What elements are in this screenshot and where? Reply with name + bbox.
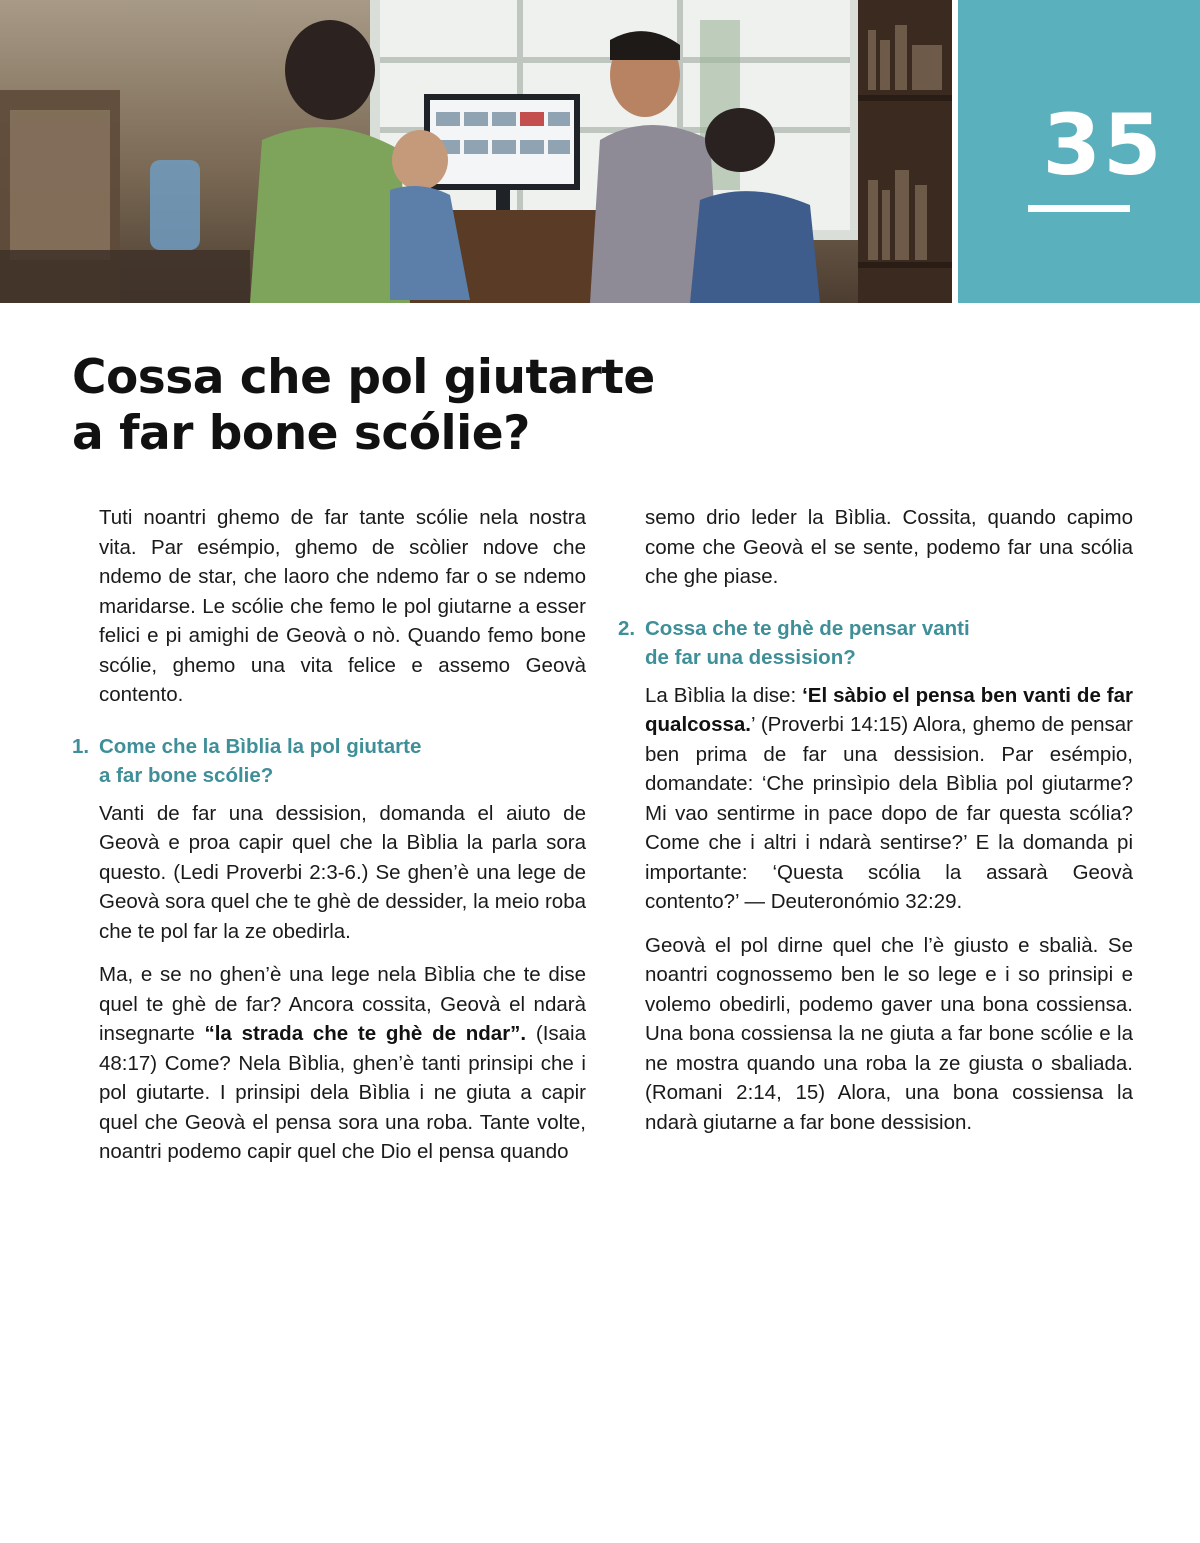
left-column [72, 503, 586, 1181]
section-1-number: 1. [72, 734, 90, 758]
lesson-underline [1028, 205, 1130, 212]
section-2-paragraph-2: Geovà el pol dirne quel che l’è giusto e sbalià. Se noantri cognossemo ben le so lege e i so prinsipi e volemo obedirli, podemo gaver una bona cossiensa. Una bona cossiensa la ne giuta a far bone scólie e la ne mostra quando una roba la ze giusta o sbaliada. (Romani 2:14, 15) Alora, una bona cossiensa la ndarà giutarne a far bone dessision. [645, 933, 1133, 1134]
section-1-paragraph-1: Vanti de far una dessision, domanda el aiuto de Geovà e proa capir quel che la Bìblia la parla sora questo. (Ledi Proverbi 2:3-6.) Se ghen’è una lege de Geovà sora quel che te ghè de dessider, la meio roba che te pol far la ze obedirla. [99, 801, 586, 943]
section-2-heading-line-1: Cossa che te ghè de pensar vanti [645, 616, 970, 640]
section-1-heading [72, 732, 586, 791]
section-1-paragraph-2-continuation: semo drio leder la Bìblia. Cossita, quando capimo come che Geovà el se sente, podemo far una scólia che ghe piase. [645, 506, 1133, 588]
page-title [72, 350, 772, 462]
section-1-heading-line-2: a far bone scólie? [99, 764, 274, 787]
section-2-p1-text-a: La Bìblia la dise: [645, 683, 803, 707]
lesson-number: 35 [1042, 96, 1164, 194]
title-line-2: a far bone scólie? [72, 406, 530, 461]
hero-photo [0, 0, 952, 303]
lesson-number-box [958, 0, 1200, 303]
right-column-flow [618, 503, 1133, 1151]
title-line-1: Cossa che pol giutarte [72, 350, 655, 405]
section-1-p2-text-a: Ma, e se no ghen’è una lege nela Bìblia che te dise quel te ghè de far? Ancora cossita, Geovà el ndarà insegnarte [99, 963, 586, 1045]
intro-paragraph: Tuti noantri ghemo de far tante scólie nela nostra vita. Par esémpio, ghemo de scòlier ndove che ndemo de star, che laoro che ndemo far o se ndemo maridarse. Le scólie che femo le pol giutarne a esser felici e pi amighi de Geovà o nò. Quando femo bone scólie, ghemo una vita felice e assemo Geovà contento. [99, 506, 586, 706]
section-2-heading-line-2: de far una dessision? [645, 646, 856, 669]
section-2-heading [618, 614, 1133, 673]
section-2-p1-text-b: ’ (Proverbi 14:15) Alora, ghemo de pensar ben prima de far una dessision. Par esémpio, domandate: ‘Che prinsìpio dela Bìblia pol giutarme? Mi vao sentirme in pace dopo de far questa scólia? Come che i altri i ndarà sentirse?’ E la domanda pi importante: ‘Questa scólia la assarà Geovà contento?’ — Deuteronómio 32:29. [645, 713, 1133, 913]
section-1-paragraph-2 [72, 960, 586, 1167]
section-2-paragraph-1 [618, 681, 1133, 917]
section-2-number: 2. [618, 616, 636, 640]
section-1-heading-line-1: Come che la Bìblia la pol giutarte [99, 734, 422, 758]
section-1-p2-text-b: (Isaia 48:17) Come? Nela Bìblia, ghen’è tanti prinsipi che i pol giutarte. I prinsipi dela Bìblia i ne giuta a capir quel che Geovà el pensa sora una roba. Tante volte, noantri podemo capir quel che Dio el pensa quando [99, 1022, 586, 1163]
section-1-p2-bold: “la strada che te ghè de ndar”. [204, 1022, 527, 1045]
section-2-p1-bold: ‘El sàbio el pensa ben vanti de far qualcossa. [645, 683, 1133, 736]
family-photo-icon [0, 0, 952, 303]
